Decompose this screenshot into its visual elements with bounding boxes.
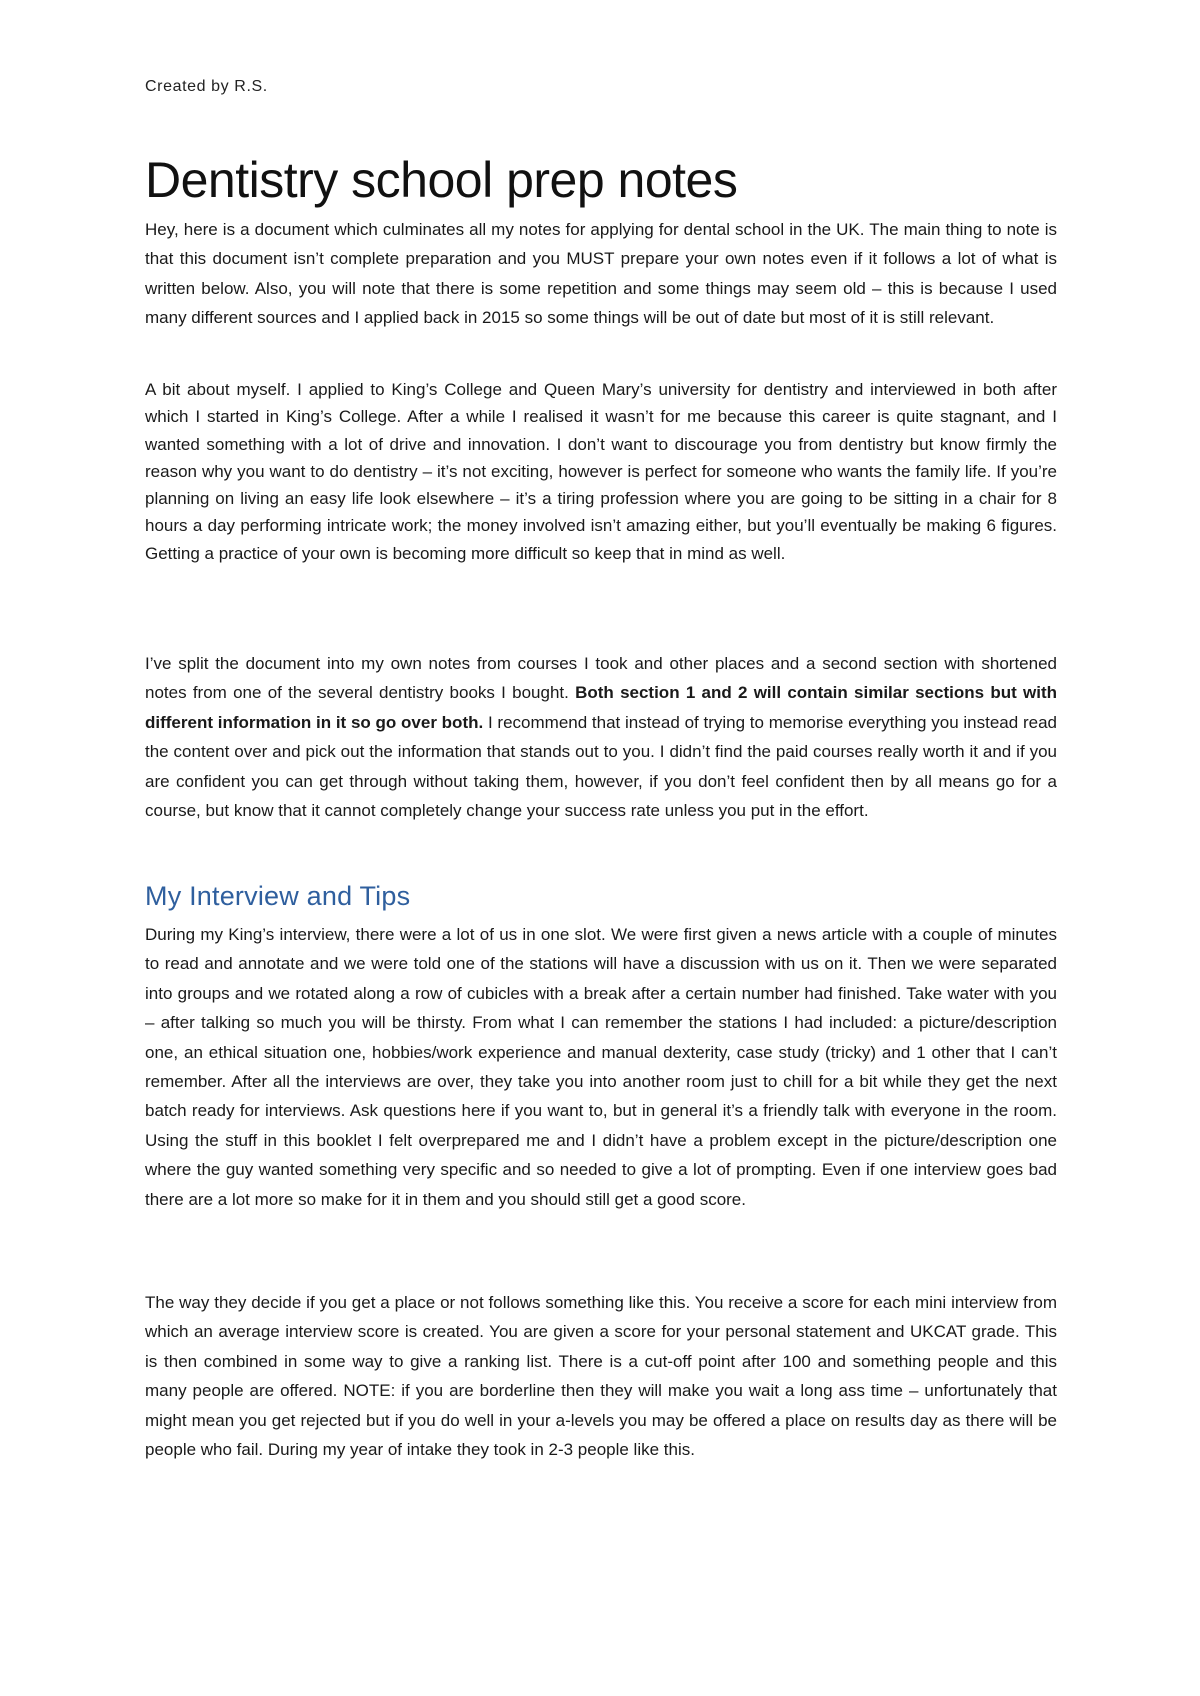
intro-paragraph: Hey, here is a document which culminates all my notes for applying for dental school in the UK. The main thing to note is that this document isn’t complete preparation and you MUST prepare your own notes even if it follows a lot of what is written below. Also, you will note that there is some repetition and some things may seem old – this is because I used many different sources and I applied back in 2015 so some things will be out of date but most of it is still relevant. — [145, 220, 1057, 328]
split-paragraph-text: I’ve split the document into my own notes from courses I took and other places and a second section with shortened notes from one of the several dentistry books I bought. — [145, 654, 1057, 703]
split-paragraph-text-end: I recommend that instead of trying to memorise everything you instead read the content over and pick out the information that stands out to you. I didn’t find the paid courses really worth it and if you are confident you can get through without taking them, however, if you don’t feel confident then by all means go for a course, but know that it cannot completely change your success rate unless you put in the effort. — [145, 712, 1057, 821]
split-paragraph — [145, 649, 1057, 825]
section-heading-interview: My Interview and Tips — [145, 881, 411, 911]
document-title: Dentistry school prep notes — [145, 152, 738, 208]
created-by-header: Created by R.S. — [145, 78, 268, 95]
split-paragraph-bold-text: Both section 1 and 2 will contain similar sections but with different information in it so go over both. — [145, 683, 1057, 732]
about-paragraph: A bit about myself. I applied to King’s College and Queen Mary’s university for dentistry and interviewed in both after which I started in King’s College. After a while I realised it wasn’t for me because this career is quite stagnant, and I wanted something with a lot of drive and innovation. I don’t want to discourage you from dentistry but know firmly the reason why you want to do dentistry – it’s not exciting, however is perfect for someone who wants the family life. If you’re planning on living an easy life look elsewhere – it’s a tiring profession where you are going to be sitting in a chair for 8 hours a day performing intricate work; the money involved isn’t amazing either, but you’ll eventually be making 6 figures. Getting a practice of your own is becoming more difficult so keep that in mind as well. — [145, 380, 1057, 563]
interview-paragraph: During my King’s interview, there were a lot of us in one slot. We were first given a news article with a couple of minutes to read and annotate and we were told one of the stations will have a discussion with us on it. Then we were separated into groups and we rotated along a row of cubicles with a break after a certain number had finished. Take water with you – after talking so much you will be thirsty. From what I can remember the stations I had included: a picture/description one, an ethical situation one, hobbies/work experience and manual dexterity, case study (tricky) and 1 other that I can’t remember. After all the interviews are over, they take you into another room just to chill for a bit while they get the next batch ready for interviews. Ask questions here if you want to, but in general it’s a friendly talk with everyone in the room. Using the stuff in this booklet I felt overprepared me and I didn’t have a problem except in the picture/description one where the guy wanted something very specific and so needed to give a lot of prompting. Even if one interview goes bad there are a lot more so make for it in them and you should still get a good score. — [145, 925, 1057, 1209]
scoring-paragraph: The way they decide if you get a place or not follows something like this. You receive a score for each mini interview from which an average interview score is created. You are given a score for your personal statement and UKCAT grade. This is then combined in some way to give a ranking list. There is a cut-off point after 100 and something people and this many people are offered. NOTE: if you are borderline then they will make you wait a long ass time – unfortunately that might mean you get rejected but if you do well in your a-levels you may be offered a place on results day as there will be people who fail. During my year of intake they took in 2-3 people like this. — [145, 1293, 1057, 1460]
